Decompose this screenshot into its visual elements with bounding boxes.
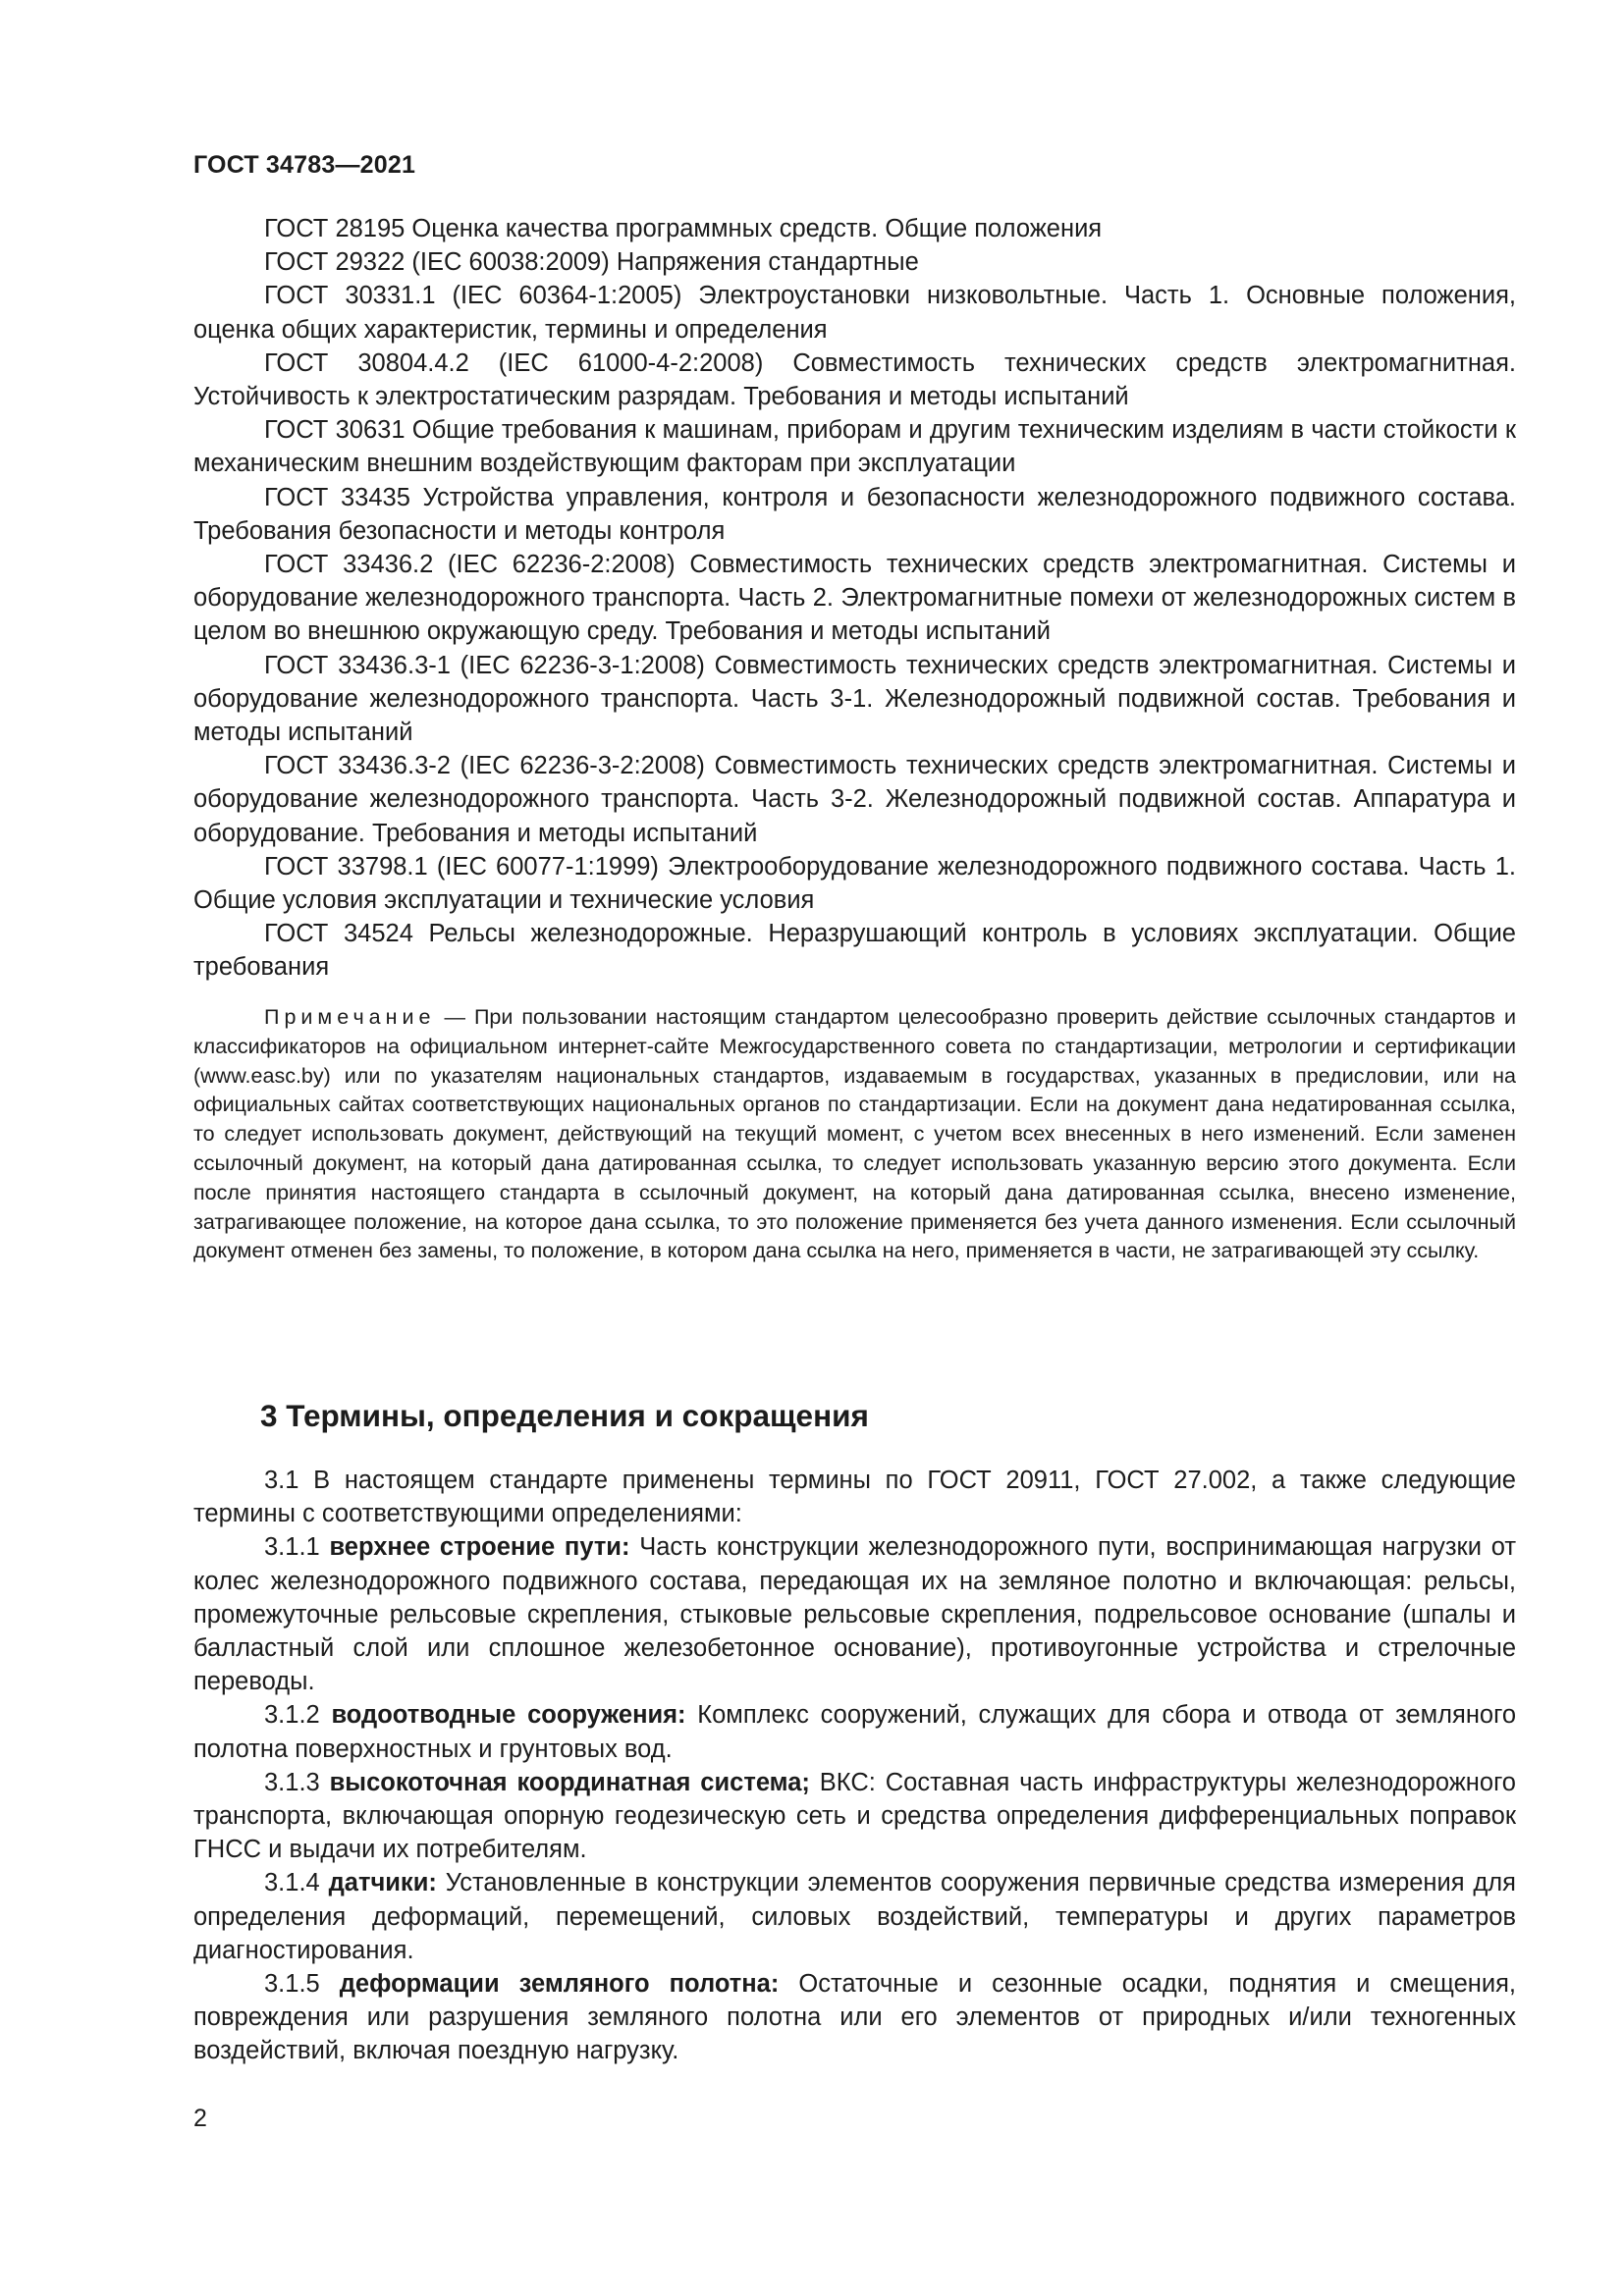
reference-item: ГОСТ 33436.3-1 (IEC 62236-3-1:2008) Совместимость технических средств электромагнитная. Системы и оборудование железнодорожного транспорта. Часть 3-1. Железнодорожный подвижной состав. Требования и методы испытаний [193, 651, 1516, 747]
term-definition: ВКС: Составная часть инфраструктуры железнодорожного транспорта, включающая опорную геодезическую сеть и средства определения дифференциальных поправок ГНСС и выдачи их потребителям. [193, 1768, 1516, 1864]
term-entry [193, 1530, 1516, 1698]
term-name: деформации земляного полотна: [339, 1970, 780, 1999]
reference-item: ГОСТ 33436.3-2 (IEC 62236-3-2:2008) Совместимость технических средств электромагнитная. Системы и оборудование железнодорожного транспорта. Часть 3-2. Железнодорожный подвижной состав. Аппаратура и оборудование. Требования и методы испытаний [193, 752, 1516, 847]
reference-item: ГОСТ 33798.1 (IEC 60077-1:1999) Электрооборудование железнодорожного подвижного состава. Часть 1. Общие условия эксплуатации и технические условия [193, 852, 1516, 915]
term-number: 3.1.4 [264, 1869, 320, 1897]
term-entry [193, 1967, 1516, 2068]
reference-item: ГОСТ 33435 Устройства управления, контроля и безопасности железнодорожного подвижного состава. Требования безопасности и методы контроля [193, 483, 1516, 545]
document-header: ГОСТ 34783—2021 [193, 151, 416, 179]
section-heading: 3 Термины, определения и сокращения [260, 1398, 869, 1433]
term-number: 3.1.1 [264, 1533, 320, 1562]
note-paragraph [193, 1003, 1516, 1266]
term-definition: Комплекс сооружений, служащих для сбора и отвода от земляного полотна поверхностных и грунтовых вод. [193, 1701, 1517, 1763]
term-number: 3.1.2 [264, 1701, 320, 1730]
terms-section [193, 1464, 1516, 2068]
reference-item: ГОСТ 29322 (IEC 60038:2009) Напряжения стандартные [264, 248, 919, 277]
term-number: 3.1.3 [264, 1768, 320, 1796]
term-number: 3.1.5 [264, 1970, 320, 1999]
term-name: верхнее строение пути: [329, 1533, 630, 1562]
term-name: датчики: [328, 1869, 437, 1897]
term-entry [193, 1866, 1516, 1967]
note-text: — При пользовании настоящим стандартом целесообразно проверить действие ссылочных стандартов и классификаторов на официальном интернет-сайте Межгосударственного совета по стандартизации, метрологии и сертификации (www.easc.by) или по указателям национальных стандартов, издаваемым в государствах, указанных в предисловии, или на официальных сайтах соответствующих национальных органов по стандартизации. Если на документ дана недатированная ссылка, то следует использовать документ, действующий на текущий момент, с учетом всех внесенных в него изменений. Если заменен ссылочный документ, на который дана датированная ссылка, то следует использовать указанную версию этого документа. Если после принятия настоящего стандарта в ссылочный документ, на который дана датированная ссылка, внесено изменение, затрагивающее положение, на которое дана ссылка, то это положение применяется без учета данного изменения. Если ссылочный документ отменен без замены, то положение, в котором дана ссылка на него, применяется в части, не затрагивающей эту ссылку. [193, 1005, 1516, 1263]
term-name: водоотводные сооружения: [331, 1701, 686, 1730]
reference-item: ГОСТ 28195 Оценка качества программных средств. Общие положения [264, 215, 1103, 242]
term-definition: Часть конструкции железнодорожного пути, воспринимающая нагрузки от колес железнодорожного подвижного состава, передающая их на земляное полотно и включающая: рельсы, промежуточные рельсовые скрепления, стыковые рельсовые скрепления, подрельсовое основание (шпалы и балластный слой или сплошное железобетонное основание), противоугонные устройства и стрелочные переводы. [193, 1533, 1516, 1696]
reference-item: ГОСТ 34524 Рельсы железнодорожные. Неразрушающий контроль в условиях эксплуатации. Общие требования [193, 920, 1516, 982]
term-definition: Установленные в конструкции элементов сооружения первичные средства измерения для определения деформаций, перемещений, силовых воздействий, температуры и других параметров диагностирования. [193, 1869, 1516, 1964]
term-name: высокоточная координатная система; [329, 1768, 810, 1796]
term-entry [193, 1766, 1516, 1867]
term-definition: Остаточные и сезонные осадки, поднятия и смещения, повреждения или разрушения земляного полотна или его элементов от природных и/или техногенных воздействий, включая поездную нагрузку. [193, 1970, 1516, 2065]
normative-references-list [193, 212, 1516, 985]
reference-item: ГОСТ 30804.4.2 (IEC 61000-4-2:2008) Совместимость технических средств электромагнитная. Устойчивость к электростатическим разрядам. Требования и методы испытаний [193, 348, 1516, 411]
section-intro: 3.1 В настоящем стандарте применены термины по ГОСТ 20911, ГОСТ 27.002, а также следующие термины с соответствующими определениями: [193, 1467, 1516, 1528]
page-number: 2 [193, 2105, 207, 2132]
term-entry [193, 1698, 1516, 1765]
note-label: Примечание [264, 1005, 436, 1029]
reference-item: ГОСТ 30631 Общие требования к машинам, приборам и другим техническим изделиям в части стойкости к механическим внешним воздействующим факторам при эксплуатации [193, 416, 1516, 478]
reference-item: ГОСТ 33436.2 (IEC 62236-2:2008) Совместимость технических средств электромагнитная. Системы и оборудование железнодорожного транспорта. Часть 2. Электромагнитные помехи от железнодорожных систем в целом во внешнюю окружающую среду. Требования и методы испытаний [193, 551, 1516, 646]
reference-item: ГОСТ 30331.1 (IEC 60364-1:2005) Электроустановки низковольтные. Часть 1. Основные положения, оценка общих характеристик, термины и определения [193, 282, 1516, 344]
